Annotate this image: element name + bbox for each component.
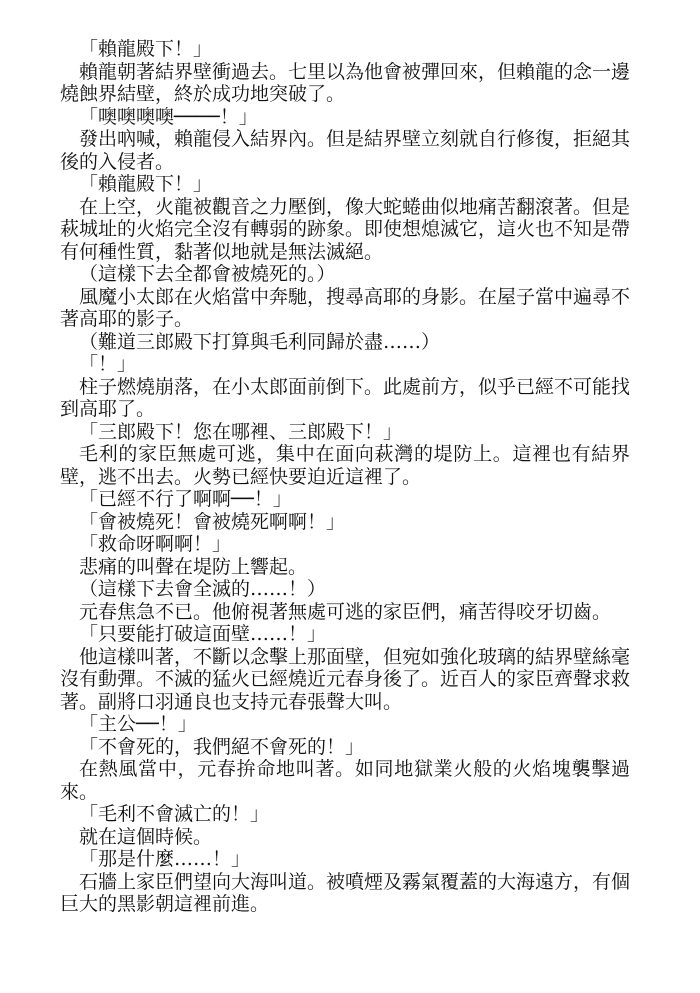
paragraph: 「賴龍殿下！」 (79, 38, 213, 60)
paragraph: 石牆上家臣們望向大海叫道。被噴煙及霧氣覆蓋的大海遠方，有個巨大的黑影朝這裡前進。 (60, 870, 631, 915)
paragraph: 柱子燃燒崩落，在小太郎面前倒下。此處前方，似乎已經不可能找到高耶了。 (60, 375, 631, 420)
page-text (60, 38, 630, 916)
paragraph: （這樣下去會全滅的……！） (79, 578, 327, 600)
paragraph: 在上空，火龍被觀音之力壓倒，像大蛇蜷曲似地痛苦翻滾著。但是萩城址的火焰完全沒有轉弱的跡象。即使想熄滅它，這火也不知是帶有何種性質，黏著似地就是無法滅絕。 (60, 195, 631, 263)
paragraph: 「主公──！」 (79, 713, 197, 735)
paragraph: 發出吶喊，賴龍侵入結界內。但是結界壁立刻就自行修復，拒絕其後的入侵者。 (60, 128, 631, 173)
paragraph: 「三郎殿下！您在哪裡、三郎殿下！」 (79, 420, 403, 443)
paragraph: 「已經不行了啊啊──！」 (79, 488, 292, 510)
paragraph: 「毛利不會滅亡的！」 (79, 803, 270, 825)
paragraph: 「賴龍殿下！」 (79, 173, 213, 195)
paragraph: （這樣下去全都會被燒死的。） (79, 263, 336, 285)
paragraph: 賴龍朝著結界壁衝過去。七里以為他會被彈回來，但賴龍的念一邊燒蝕界結壁，終於成功地突破了。 (60, 60, 631, 105)
paragraph: 「會被燒死！會被燒死啊啊！」 (79, 510, 346, 533)
paragraph: 「只要能打破這面壁……！」 (79, 623, 327, 645)
paragraph: 在熱風當中，元春拚命地叫著。如同地獄業火般的火焰塊襲擊過來。 (60, 758, 630, 803)
paragraph: 風魔小太郎在火焰當中奔馳，搜尋高耶的身影。在屋子當中遍尋不著高耶的影子。 (60, 285, 631, 330)
paragraph: 「噢噢噢噢────！」 (79, 105, 258, 128)
paragraph: 「！」 (79, 353, 137, 375)
paragraph: 就在這個時候。 (79, 825, 213, 848)
paragraph: 悲痛的叫聲在堤防上響起。 (79, 555, 308, 578)
paragraph: 「那是什麼……！」 (79, 848, 251, 870)
paragraph: （難道三郎殿下打算與毛利同歸於盡……） (79, 330, 441, 353)
paragraph: 他這樣叫著，不斷以念擊上那面壁，但宛如強化玻璃的結界壁絲毫沒有動彈。不滅的猛火已經燒近元春身後了。近百人的家臣齊聲求救著。副將口羽通良也支持元春張聲大叫。 (60, 645, 631, 713)
paragraph: 元春焦急不已。他俯視著無處可逃的家臣們，痛苦得咬牙切齒。 (79, 600, 612, 623)
paragraph: 毛利的家臣無處可逃，集中在面向萩灣的堤防上。這裡也有結界壁，逃不出去。火勢已經快要迫近這裡了。 (60, 443, 630, 488)
paragraph: 「不會死的，我們絕不會死的！」 (79, 735, 365, 758)
paragraph: 「救命呀啊啊！」 (79, 533, 232, 555)
